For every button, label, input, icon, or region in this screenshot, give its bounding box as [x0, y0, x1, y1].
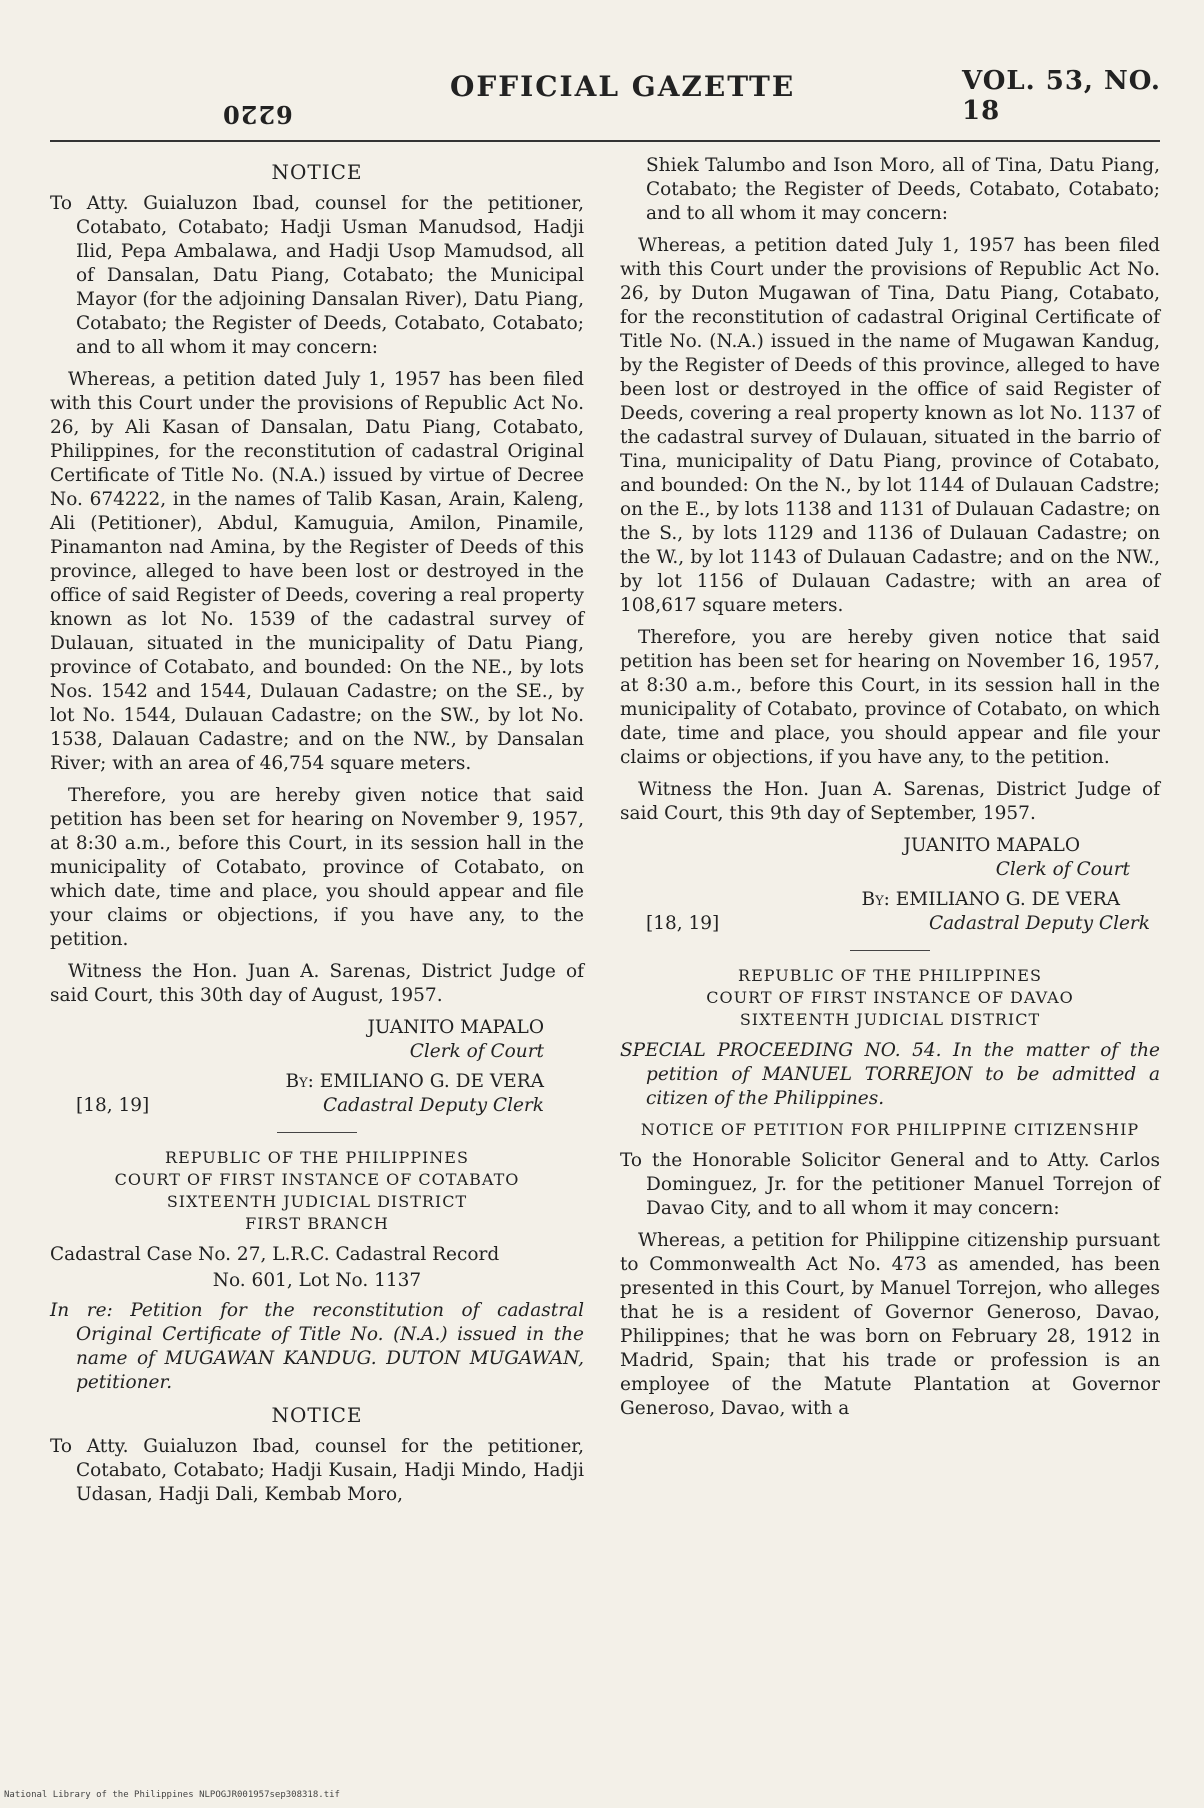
notice2-addressees-continued: Shiek Talumbo and Ison Moro, all of Tina, Datu Piang, Cotabato; the Register of Deeds, Cotabato, Cotabato; and to all whom it may concern:: [646, 155, 1160, 224]
page-number: 6220: [222, 100, 293, 129]
notice1-heading: NOTICE: [271, 160, 363, 184]
sig1-deputy-role: Cadastral Deputy Clerk: [322, 1095, 544, 1116]
in-re-caption: In re: Petition for the reconstitution of cadastral Original Certificate of Title No. (N.A.) issued in the name of MUGAWAN KANDUG. DUTON MUGAWAN, petitioner.: [50, 1300, 584, 1393]
court2-line-district: SIXTEENTH JUDICIAL DISTRICT: [739, 1010, 1041, 1029]
cadastral-case-sub: No. 601, Lot No. 1137: [212, 1270, 422, 1291]
right-column: [620, 154, 1160, 1429]
sig1-clerk-role: Clerk of Court: [409, 1041, 544, 1062]
section-divider-2: [850, 950, 930, 951]
notice2-witness: Witness the Hon. Juan A. Sarenas, District Judge of said Court, this 9th day of September, 1957.: [620, 779, 1160, 824]
sig2-deputy-name: By: EMILIANO G. DE VERA: [861, 889, 1120, 910]
court1-line-court: COURT OF FIRST INSTANCE OF COTABATO: [114, 1170, 520, 1189]
notice2-therefore: Therefore, you are hereby given notice that said petition has been set for hearing on November 16, 1957, at 8:30 a.m., before this Court, in its session hall in the municipality of Cotabato, province of Cotabato, on which date, time and place, you should appear and file your claims or objections, if you have any, to the petition.: [620, 627, 1160, 768]
notice1-addressees: To Atty. Guialuzon Ibad, counsel for the petitioner, Cotabato, Cotabato; Hadji Usman Manudsod, Hadji Ilid, Pepa Ambalawa, and Hadji Usop Mamudsod, all of Dansalan, Datu Piang, Cotabato; the Municipal Mayor (for the adjoining Dansalan River), Datu Piang, Cotabato; the Register of Deeds, Cotabato, Cotabato; and to all whom it may concern:: [50, 193, 584, 358]
publication-title: OFFICIAL GAZETTE: [450, 70, 796, 103]
citizenship-whereas: Whereas, a petition for Philippine citizenship pursuant to Commonwealth Act No. 473 as amended, has been presented in this Court, by Manuel Torrejon, who alleges that he is a resident of Governor Generoso, Davao, Philippines; that he was born on February 28, 1912 in Madrid, Spain; that his trade or profession is an employee of the Matute Plantation at Governor Generoso, Davao, with a: [620, 1230, 1160, 1419]
special-proceeding-caption: SPECIAL PROCEEDING NO. 54. In the matter of the petition of MANUEL TORREJON to be admitted a citizen of the Philippines.: [620, 1040, 1160, 1109]
cadastral-case-line: Cadastral Case No. 27, L.R.C. Cadastral Record: [50, 1244, 500, 1265]
section-divider: [277, 1132, 357, 1133]
notice1-reference: [18, 19]: [76, 1095, 150, 1116]
citizenship-addressees: To the Honorable Solicitor General and to Atty. Carlos Dominguez, Jr. for the petitioner Manuel Torrejon of Davao City, and to all whom it may concern:: [620, 1150, 1160, 1219]
sig1-clerk-name: JUANITO MAPALO: [367, 1017, 544, 1038]
court1-line-branch: FIRST BRANCH: [245, 1214, 389, 1233]
scan-footer: National Library of the Philippines NLPOGJR001957sep308318.tif: [4, 1790, 340, 1800]
sig2-clerk-name: JUANITO MAPALO: [903, 835, 1080, 856]
volume-issue: VOL. 53, NO. 18: [962, 66, 1161, 126]
court2-line-republic: REPUBLIC OF THE PHILIPPINES: [738, 966, 1042, 985]
sig2-deputy-role: Cadastral Deputy Clerk: [928, 913, 1150, 934]
notice1-witness: Witness the Hon. Juan A. Sarenas, District Judge of said Court, this 30th day of August, 1957.: [50, 961, 584, 1006]
notice2-addressees: To Atty. Guialuzon Ibad, counsel for the petitioner, Cotabato, Cotabato; Hadji Kusain, Hadji Mindo, Hadji Udasan, Hadji Dali, Kembab Moro,: [50, 1436, 584, 1505]
sig1-deputy-name: By: EMILIANO G. DE VERA: [285, 1071, 544, 1092]
notice2-reference: [18, 19]: [646, 913, 720, 934]
header-rule: [50, 140, 1160, 142]
notice2-whereas: Whereas, a petition dated July 1, 1957 has been filed with this Court under the provisions of Republic Act No. 26, by Duton Mugawan of Tina, Datu Piang, Cotabato, for the reconstitution of cadastral Original Certificate of Title No. (N.A.) issued in the name of Mugawan Kandug, by the Register of Deeds of this province, alleged to have been lost or destroyed in the office of said Register of Deeds, covering a real property known as lot No. 1137 of the cadastral survey of Dulauan, situated in the barrio of Tina, municipality of Datu Piang, province of Cotabato, and bounded: On the N., by lot 1144 of Dulauan Cadstre; on the E., by lots 1138 and 1131 of Dulauan Cadastre; on the S., by lots 1129 and 1136 of Dulauan Cadastre; on the W., by lot 1143 of Dulauan Cadastre; and on the NW., by lot 1156 of Dulauan Cadastre; with an area of 108,617 square meters.: [620, 235, 1160, 616]
notice1-therefore: Therefore, you are hereby given notice that said petition has been set for hearing on November 9, 1957, at 8:30 a.m., before this Court, in its session hall in the municipality of Cotabato, province of Cotabato, on which date, time and place, you should appear and file your claims or objections, if you have any, to the petition.: [50, 785, 584, 950]
notice1-whereas: Whereas, a petition dated July 1, 1957 has been filed with this Court under the provisions of Republic Act No. 26, by Ali Kasan of Dansalan, Datu Piang, Cotabato, Philippines, for the reconstitution of cadastral Original Certificate of Title No. (N.A.) issued by virtue of Decree No. 674222, in the names of Talib Kasan, Arain, Kaleng, Ali (Petitioner), Abdul, Kamuguia, Amilon, Pinamile, Pinamanton nad Amina, by the Register of Deeds of this province, alleged to have been lost or destroyed in the office of said Register of Deeds, covering a real property known as lot No. 1539 of the cadastral survey of Dulauan, situated in the municipality of Datu Piang, province of Cotabato, and bounded: On the NE., by lots Nos. 1542 and 1544, Dulauan Cadastre; on the SE., by lot No. 1544, Dulauan Cadastre; on the SW., by lot No. 1538, Dalauan Cadastre; and on the NW., by Dansalan River; with an area of 46,754 square meters.: [50, 369, 584, 774]
sig2-clerk-role: Clerk of Court: [995, 859, 1130, 880]
court1-line-republic: REPUBLIC OF THE PHILIPPINES: [165, 1148, 469, 1167]
notice2-heading: NOTICE: [271, 1403, 363, 1427]
court2-line-court: COURT OF FIRST INSTANCE OF DAVAO: [706, 988, 1074, 1007]
left-column: [50, 154, 584, 1515]
court1-line-district: SIXTEENTH JUDICIAL DISTRICT: [166, 1192, 468, 1211]
citizenship-notice-heading: NOTICE OF PETITION FOR PHILIPPINE CITIZENSHIP: [640, 1120, 1140, 1139]
